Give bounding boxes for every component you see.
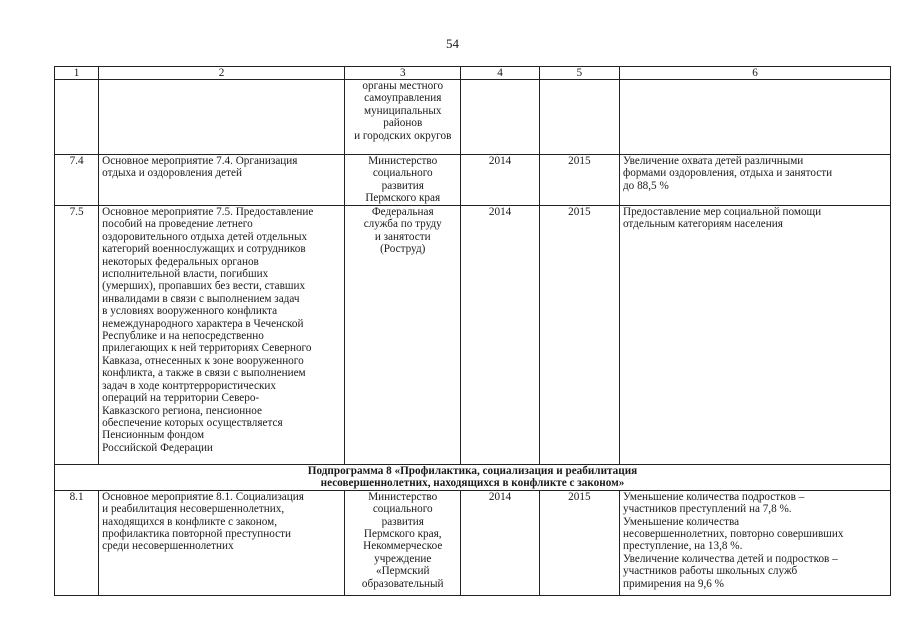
text-line: образовательный — [361, 577, 444, 590]
text-line: (умерших), пропавших без вести, ставших — [102, 280, 306, 293]
cell-result — [619, 80, 890, 155]
cell-activity — [99, 155, 345, 206]
cell-number: 7.5 — [55, 206, 99, 465]
table-row-8-1 — [55, 490, 891, 595]
text-line: и занятости — [374, 230, 431, 243]
text-line: Уменьшение количества подростков – — [622, 490, 805, 503]
text-line: Увеличение количества детей и подростков – — [622, 552, 838, 565]
text-line: органы местного — [362, 80, 444, 92]
table-row-continuation — [55, 80, 891, 155]
text-line: «Пермский — [375, 565, 430, 578]
text-line: прилегающих к ней территориях Северного — [102, 342, 312, 355]
text-line: отдельным категориям населения — [622, 218, 783, 231]
cell-result — [619, 490, 890, 595]
cell-end-year — [539, 80, 619, 155]
header-col-6: 6 — [619, 67, 890, 80]
text-line: Федеральная — [371, 206, 434, 218]
text-line: Некоммерческое — [363, 540, 443, 553]
text-line: некоторых федеральных органов — [102, 255, 259, 268]
program-table — [54, 66, 891, 596]
cell-end-year: 2015 — [539, 206, 619, 465]
text-line: среди несовершеннолетних — [102, 540, 234, 553]
text-line: Российской Федерации — [102, 441, 213, 454]
table-row-7-4 — [55, 155, 891, 206]
text-line: Пермского края, — [363, 528, 442, 541]
cell-start-year: 2014 — [461, 155, 539, 206]
text-line: несовершеннолетних, находящихся в конфликте с законом» — [320, 477, 625, 490]
text-line: профилактика повторной преступности — [102, 528, 291, 541]
text-line: немеждународного характера в Чеченской — [102, 317, 304, 330]
cell-result — [619, 206, 890, 465]
table-row-subprogram-8 — [55, 465, 891, 491]
text-line: исполнительной власти, погибших — [102, 268, 269, 281]
cell-activity — [99, 206, 345, 465]
table-header-row — [55, 67, 891, 80]
text-line: оздоровительного отдыха детей отдельных — [102, 230, 308, 243]
text-line: примирения на 9,6 % — [622, 577, 724, 590]
cell-result — [619, 155, 890, 206]
header-col-4: 4 — [461, 67, 539, 80]
text-line: Министерство — [368, 155, 438, 167]
text-line: находящихся в конфликте с законом, — [102, 515, 278, 528]
text-line: самоуправления — [364, 92, 442, 105]
text-line: задач в ходе контртеррористических — [102, 379, 276, 392]
cell-end-year: 2015 — [539, 490, 619, 595]
page-number: 54 — [446, 36, 459, 51]
text-line: преступление, на 13,8 %. — [622, 540, 743, 553]
header-col-2: 2 — [99, 67, 345, 80]
text-line: Министерство — [368, 490, 438, 503]
header-col-3: 3 — [345, 67, 461, 80]
cell-executor — [345, 490, 461, 595]
subprogram-heading — [55, 465, 891, 491]
text-line: и городских округов — [354, 129, 452, 142]
text-line: отдыха и оздоровления детей — [102, 167, 242, 180]
text-line: до 88,5 % — [622, 179, 669, 192]
text-line: Предоставление мер социальной помощи — [622, 206, 822, 218]
text-line: инвалидами в связи с выполнением задач — [102, 292, 300, 305]
text-line: развития — [381, 515, 424, 528]
text-line: социального — [372, 167, 433, 180]
text-line: Кавказского региона, пенсионное — [102, 404, 262, 417]
text-line: Увеличение охвата детей различными — [622, 155, 804, 167]
cell-executor — [345, 155, 461, 206]
text-line: конфликта, а также в связи с выполнением — [102, 367, 306, 380]
text-line: муниципальных — [364, 104, 442, 117]
cell-end-year: 2015 — [539, 155, 619, 206]
text-line: и реабилитация несовершеннолетних, — [102, 503, 285, 516]
text-line: обеспечение которых осуществляется — [102, 416, 283, 429]
header-col-5: 5 — [539, 67, 619, 80]
text-line: формами оздоровления, отдыха и занятости — [622, 167, 833, 180]
text-line: операций на территории Северо- — [102, 392, 260, 405]
text-line: Пермского края — [365, 192, 441, 205]
cell-activity — [99, 490, 345, 595]
text-line: служба по труду — [363, 218, 442, 231]
text-line: Подпрограмма 8 «Профилактика, социализация и реабилитация — [307, 465, 638, 477]
text-line: Основное мероприятие 8.1. Социализация — [102, 490, 304, 503]
header-col-1: 1 — [55, 67, 99, 80]
text-line: развития — [381, 179, 424, 192]
text-line: категорий военнослужащих и сотрудников — [102, 243, 306, 256]
text-line: несовершеннолетних, повторно совершивших — [622, 528, 844, 541]
table-row-7-5 — [55, 206, 891, 465]
cell-number: 8.1 — [55, 490, 99, 595]
text-line: участников работы школьных служб — [622, 565, 798, 578]
text-line: Уменьшение количества — [622, 515, 740, 528]
text-line: Основное мероприятие 7.5. Предоставление — [102, 206, 314, 218]
text-line: участников преступлений на 7,8 %. — [622, 503, 792, 516]
cell-activity — [99, 80, 345, 155]
cell-start-year — [461, 80, 539, 155]
text-line: (Роструд) — [380, 243, 426, 256]
cell-number — [55, 80, 99, 155]
cell-executor — [345, 80, 461, 155]
text-line: в условиях вооруженного конфликта — [102, 305, 278, 318]
text-line: Кавказа, отнесенных к зоне вооруженного — [102, 354, 304, 367]
text-line: учреждение — [374, 552, 432, 565]
text-line: районов — [383, 117, 423, 130]
text-line: Пенсионным фондом — [102, 429, 205, 442]
text-line: Республике и на непосредственно — [102, 330, 264, 343]
cell-executor — [345, 206, 461, 465]
cell-start-year: 2014 — [461, 490, 539, 595]
text-line: пособий на проведение летнего — [102, 218, 253, 231]
cell-start-year: 2014 — [461, 206, 539, 465]
text-line: социального — [372, 503, 433, 516]
text-line: Основное мероприятие 7.4. Организация — [102, 155, 298, 167]
cell-number: 7.4 — [55, 155, 99, 206]
